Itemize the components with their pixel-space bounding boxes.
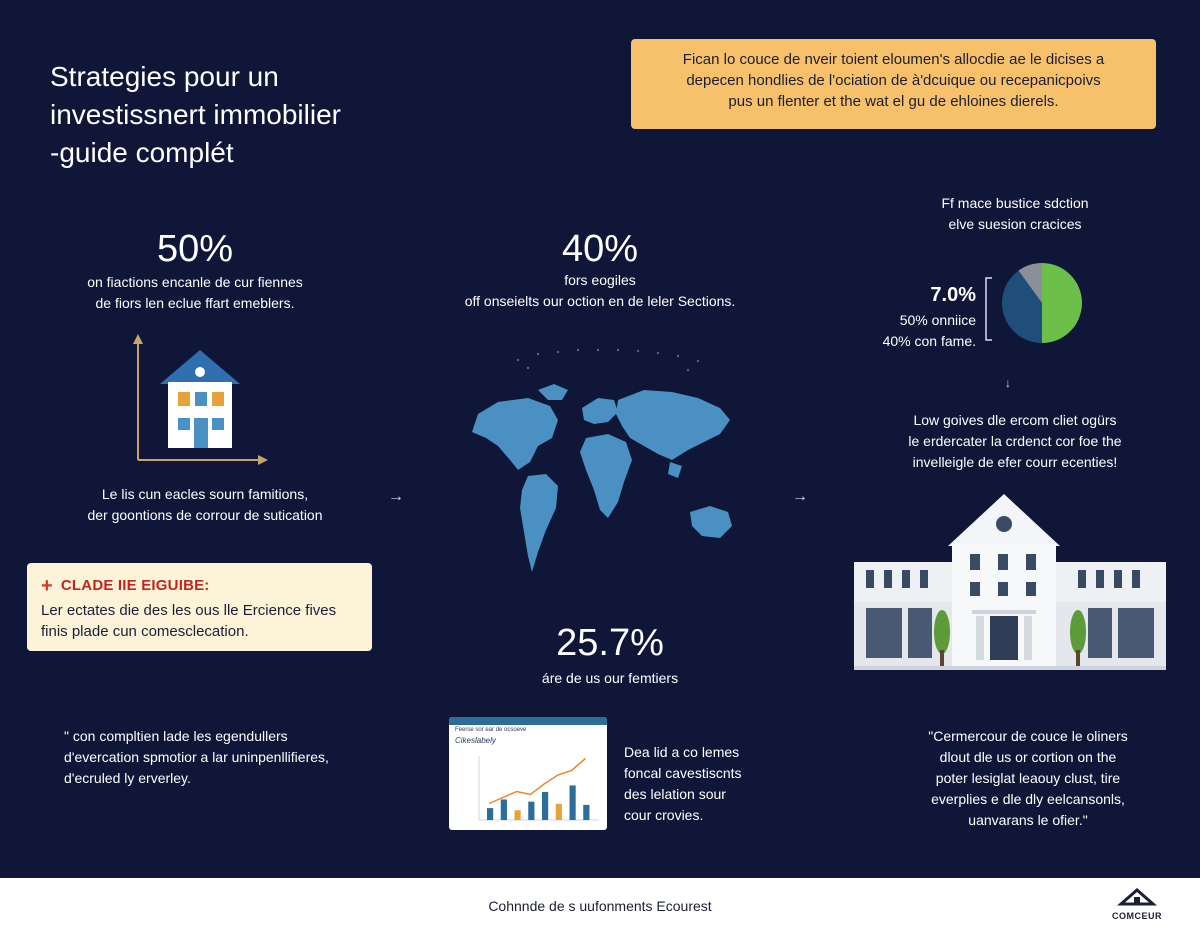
banner-line-2: depecen hondlies de l'ociation de à'dcuique ou recepanicpoivs — [686, 72, 1101, 89]
right-caption — [880, 410, 1150, 473]
dashboard-caption-line-3: des lelation sour — [624, 786, 726, 802]
stat-left-desc-line-1: on fiactions encanle de cur fiennes — [87, 274, 303, 290]
pie-stat-line-1: 50% onniice — [899, 312, 976, 328]
pie-stat-main: 7.0% — [930, 284, 976, 306]
quote-text — [898, 726, 1158, 831]
intro-banner — [631, 39, 1156, 129]
pie-section-title — [900, 193, 1130, 235]
logo-text: COMCEUR — [1112, 911, 1162, 921]
dashboard-bar — [542, 792, 548, 820]
banner-line-1: Fican lo couce de nveir toient eloumen's allocdie ae le dicises a — [682, 51, 1105, 68]
logo[interactable] — [1107, 886, 1167, 926]
dashboard-bar — [570, 785, 576, 820]
house-caption-line-2: der goontions de corrour de sutication — [87, 507, 323, 523]
mansion-illustration — [852, 492, 1168, 672]
stat-left-desc-line-2: de fiors len eclue ffart emeblers. — [95, 295, 295, 311]
quote-line-3: poter lesiglat leaouy clust, tire — [935, 770, 1121, 786]
dashboard-header-bar — [449, 717, 607, 725]
right-caption-line-2: le erdercater la crdenct cor foe the — [908, 433, 1122, 449]
banner-line-3: pus un flenter et the wat el gu de ehloines dierels. — [728, 93, 1059, 110]
pie-bracket — [986, 278, 992, 340]
quote-line-4: everplies e dle dly eelcansonls, — [931, 791, 1125, 807]
stat-center-desc — [440, 270, 760, 312]
stat-bottom-value: 25.7% — [556, 622, 664, 664]
plus-icon: + — [41, 574, 53, 597]
stat-left-value: 50% — [156, 228, 234, 270]
house-growth-icon — [128, 332, 270, 472]
pie-title-line-2: elve suesion cracices — [948, 216, 1082, 232]
stat-bottom-desc — [480, 668, 740, 689]
callout-body-line-2: finis plade cun comesclecation. — [41, 623, 249, 640]
pie-stats — [850, 282, 976, 352]
title-line-1: Strategies pour un — [50, 61, 279, 92]
dashboard-caption-line-4: cour crovies. — [624, 807, 704, 823]
bottom-left-text — [64, 726, 374, 789]
arrow-down-icon: ↓ — [1005, 376, 1011, 390]
footer-text: Cohnnde de s uufonments Ecourest — [488, 898, 712, 914]
stat-center-desc-line-1: fors eogiles — [564, 272, 636, 288]
dashboard-bar — [487, 808, 493, 820]
dashboard-caption-line-1: Dea lid a co lemes — [624, 744, 740, 760]
quote-line-1: "Cermercour de couce le oliners — [928, 728, 1128, 744]
house-caption — [40, 484, 370, 526]
dashboard-caption-line-2: foncal cavestiscnts — [624, 765, 742, 781]
footer — [0, 878, 1200, 933]
dashboard-title: Feerse sor ear de ocsoeve — [455, 727, 527, 733]
callout-body-line-1: Ler ectates die des les ous lle Ercience fives — [41, 602, 337, 619]
right-caption-line-1: Low goives dle ercom cliet ogürs — [913, 412, 1117, 428]
house-caption-line-1: Le lis cun eacles sourn famitions, — [101, 486, 309, 502]
pie-slice-1 — [1042, 263, 1082, 343]
pie-chart — [984, 260, 1088, 348]
dashboard-bar — [501, 799, 507, 820]
pie-title-line-1: Ff mace bustice sdction — [941, 195, 1089, 211]
stat-bottom-desc-line-1: áre de us our femtiers — [541, 670, 679, 686]
stat-center-desc-line-2: off onseielts our oction en de leler Sections. — [464, 293, 736, 309]
dashboard-thumbnail — [449, 717, 607, 830]
bottom-left-line-2: d'evercation spmotior a lar uninpenllifieres, — [64, 749, 329, 765]
pie-stat-line-2: 40% con fame. — [882, 333, 976, 349]
callout-heading-text: CLADE IIE EIGUIBE: — [60, 577, 210, 594]
stat-center-value: 40% — [561, 228, 639, 270]
dashboard-bar — [556, 804, 562, 820]
dashboard-caption — [624, 742, 784, 826]
callout-heading — [41, 574, 358, 597]
quote-line-2: dlout dle us or cortion on the — [939, 749, 1117, 765]
dashboard-chart — [449, 746, 607, 828]
house-logo-icon — [1117, 886, 1157, 906]
dashboard-chart-label: Cikeslabely — [455, 736, 496, 745]
dashboard-bar — [528, 802, 534, 820]
stat-left-desc — [40, 272, 350, 314]
page-title — [50, 58, 410, 172]
dashboard-bar — [515, 810, 521, 820]
world-map-icon — [458, 342, 748, 582]
title-line-2: investissnert immobilier — [50, 99, 341, 130]
dashboard-bar — [583, 805, 589, 820]
callout-body — [41, 600, 358, 642]
bottom-left-line-3: d'ecruled ly erverley. — [64, 770, 191, 786]
arrow-right-icon-1: → — [388, 488, 404, 505]
title-line-3: -guide complét — [50, 137, 234, 168]
bottom-left-line-1: " con compltien lade les egendullers — [64, 728, 288, 744]
arrow-right-icon-2: → — [792, 488, 808, 505]
callout-box — [27, 563, 372, 651]
quote-line-5: uanvarans le ofier." — [968, 812, 1088, 828]
right-caption-line-3: invelleigle de efer courr ecenties! — [912, 454, 1118, 470]
